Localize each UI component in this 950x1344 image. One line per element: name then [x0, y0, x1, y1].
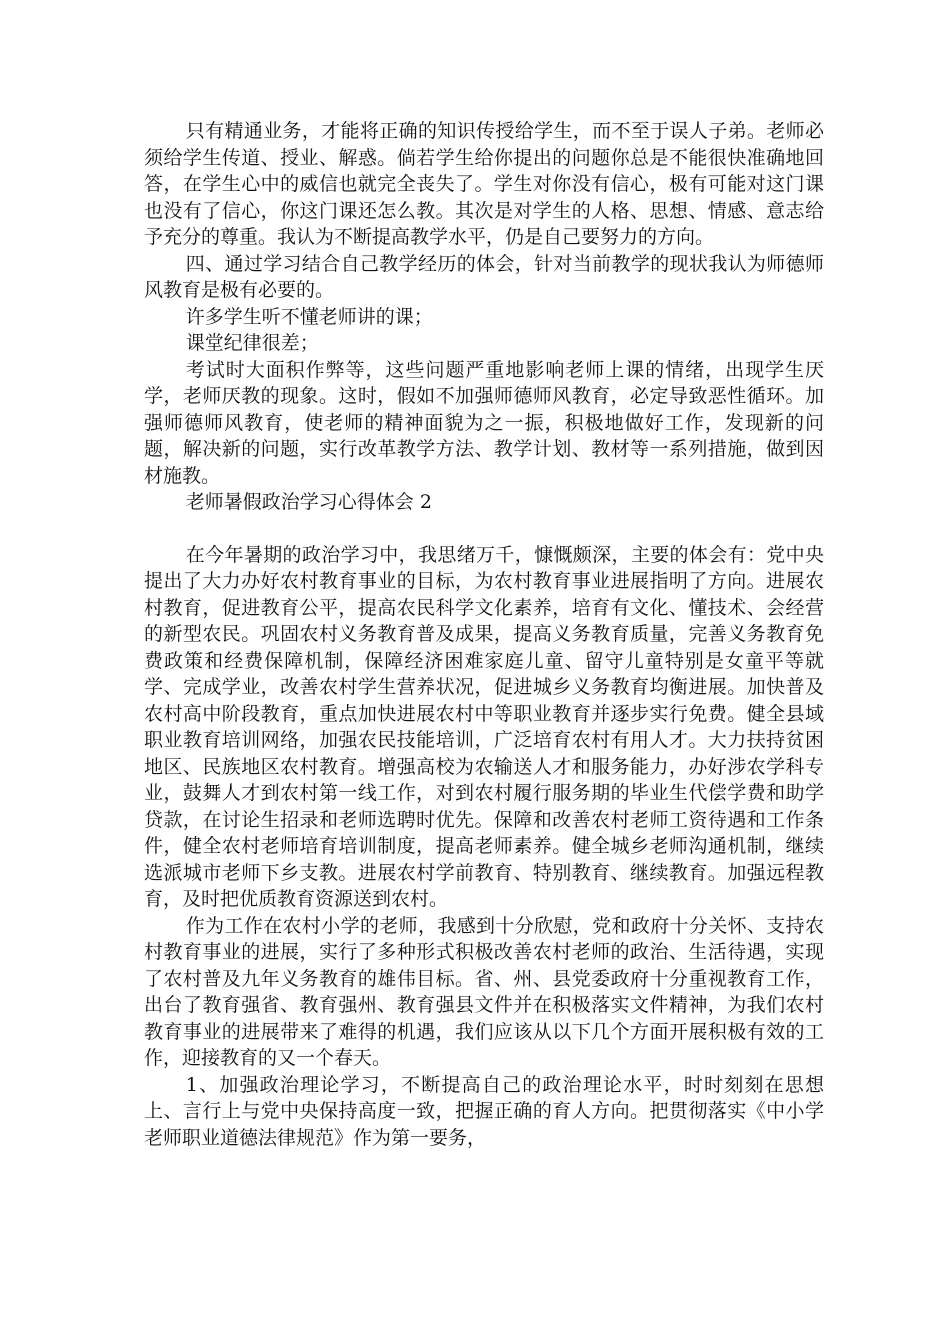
- paragraph-rural-teacher: 作为工作在农村小学的老师，我感到十分欣慰，党和政府十分关怀、支持农村教育事业的进展，实行了多种形式积极改善农村老师的政治、生活待遇，实现了农村普及九年义务教育的雄伟目标。省、州、县党委政府十分重视教育工作，出台了教育强省、教育强州、教育强县文件并在积极落实文件精神，为我们农村教育事业的进展带来了难得的机遇，我们应该从以下几个方面开展积极有效的工作，迎接教育的又一个春天。: [144, 914, 824, 1069]
- paragraph-students-confused: 许多学生听不懂老师讲的课；: [185, 305, 433, 328]
- paragraph-section-four: 四、通过学习结合自己教学经历的体会，针对当前教学的现状我认为师德师风教育是极有必要的。: [144, 252, 824, 301]
- paragraph-point-one: 1、加强政治理论学习，不断提高自己的政治理论水平，时时刻刻在思想上、言行上与党中央保持高度一致，把握正确的育人方向。把贯彻落实《中小学老师职业道德法律规范》作为第一要务，: [144, 1073, 824, 1149]
- blank-line: [144, 516, 824, 542]
- section-heading-2: 老师暑假政治学习心得体会 2: [185, 491, 432, 513]
- paragraph-discipline: 课堂纪律很差；: [185, 332, 319, 354]
- paragraph-cheating: 考试时大面积作弊等，这些问题严重地影响老师上课的情绪，出现学生厌学，老师厌教的现象。这时，假如不加强师德师风教育，必定导致恶性循环。加强师德师风教育，使老师的精神面貌为之一振，积极地做好工作，发现新的问题，解决新的问题，实行改革教学方法、教学计划、教材等一系列措施，做到因材施教。: [144, 358, 824, 487]
- paragraph-teaching-level: 只有精通业务，才能将正确的知识传授给学生，而不至于误人子弟。老师必须给学生传道、授业、解惑。倘若学生给你提出的问题你总是不能很快准确地回答，在学生心中的威信也就完全丧失了。学生对你没有信心，极有可能对这门课也没有了信心，你这门课还怎么教。其次是对学生的人格、思想、情感、意志给予充分的尊重。我认为不断提高教学水平，仍是自己要努力的方向。: [144, 120, 824, 248]
- document-body: [144, 118, 824, 1151]
- paragraph-summer-study: 在今年暑期的政治学习中，我思绪万千，慷慨颇深，主要的体会有：党中央提出了大力办好农村教育事业的目标，为农村教育事业进展指明了方向。进展农村教育，促进教育公平，提高农民科学文化素养，培育有文化、懂技术、会经营的新型农民。巩固农村义务教育普及成果，提高义务教育质量，完善义务教育免费政策和经费保障机制，保障经济困难家庭儿童、留守儿童特别是女童平等就学、完成学业，改善农村学生营养状况，促进城乡义务教育均衡进展。加快普及农村高中阶段教育，重点加快进展农村中等职业教育并逐步实行免费。健全县域职业教育培训网络，加强农民技能培训，广泛培育农村有用人才。大力扶持贫困地区、民族地区农村教育。增强高校为农输送人才和服务能力，办好涉农学科专业，鼓舞人才到农村第一线工作，对到农村履行服务期的毕业生代偿学费和助学贷款，在讨论生招录和老师选聘时优先。保障和改善农村老师工资待遇和工作条件，健全农村老师培育培训制度，提高老师素养。健全城乡老师沟通机制，继续选派城市老师下乡支教。进展农村学前教育、特别教育、继续教育。加强远程教育，及时把优质教育资源送到农村。: [144, 543, 824, 910]
